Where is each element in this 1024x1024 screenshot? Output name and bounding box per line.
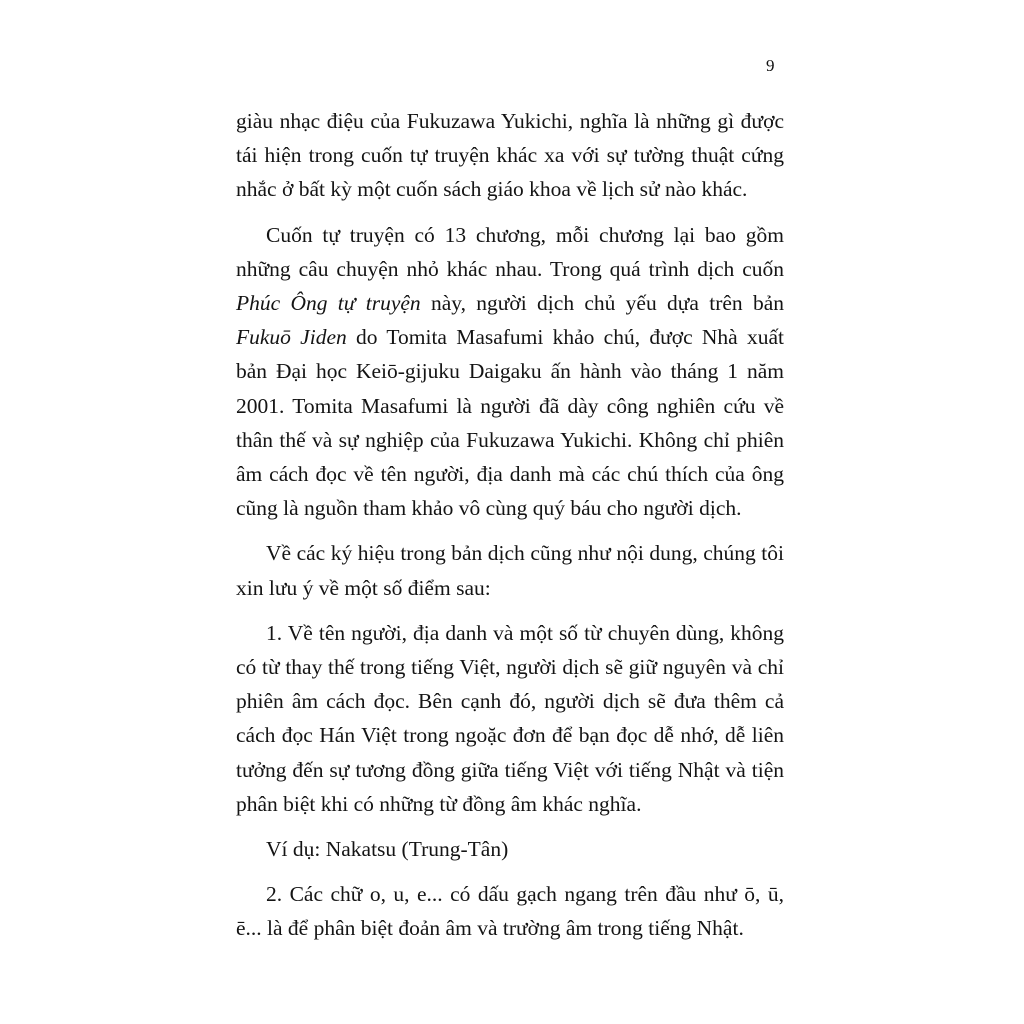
paragraph-text: Cuốn tự truyện có 13 chương, mỗi chương lại bao gồm những câu chuyện nhỏ khác nhau. Trong quá trình dịch cuốn xyxy=(236,222,784,281)
paragraph xyxy=(236,832,784,866)
paragraph-text: Ví dụ: Nakatsu (Trung-Tân) xyxy=(266,837,509,862)
paragraph xyxy=(236,877,784,945)
paragraph-text: giàu nhạc điệu của Fukuzawa Yukichi, nghĩa là những gì được tái hiện trong cuốn tự truyện khác xa với sự tường thuật cứng nhắc ở bất kỳ một cuốn sách giáo khoa về lịch sử nào khác. xyxy=(236,109,784,202)
paragraph-text: 1. Về tên người, địa danh và một số từ chuyên dùng, không có từ thay thế trong tiếng Việt, người dịch sẽ giữ nguyên và chỉ phiên âm cách đọc. Bên cạnh đó, người dịch sẽ đưa thêm cả cách đọc Hán Việt trong ngoặc đơn để bạn đọc dễ nhớ, dễ liên tưởng đến sự tương đồng giữa tiếng Việt với tiếng Nhật và tiện phân biệt khi có những từ đồng âm khác nghĩa. xyxy=(236,620,784,816)
page-number: 9 xyxy=(766,56,775,75)
page-body xyxy=(236,104,784,957)
paragraph-text: này, người dịch chủ yếu dựa trên bản xyxy=(420,291,784,316)
paragraph-text: 2. Các chữ o, u, e... có dấu gạch ngang trên đầu như ō, ū, ē... là để phân biệt đoản âm và trường âm trong tiếng Nhật. xyxy=(236,882,784,941)
paragraph-text: Về các ký hiệu trong bản dịch cũng như nội dung, chúng tôi xin lưu ý về một số điểm sau: xyxy=(236,541,784,600)
paragraph xyxy=(236,104,784,207)
book-title-italic: Phúc Ông tự truyện xyxy=(236,291,421,316)
paragraph-text: do Tomita Masafumi khảo chú, được Nhà xuất bản Đại học Keiō-gijuku Daigaku ấn hành vào tháng 1 năm 2001. Tomita Masafumi là người đã dày công nghiên cứu về thân thế và sự nghiệp của Fukuzawa Yukichi. Không chỉ phiên âm cách đọc về tên người, địa danh mà các chú thích của ông cũng là nguồn tham khảo vô cùng quý báu cho người dịch. xyxy=(236,325,784,521)
paragraph xyxy=(236,536,784,604)
book-title-italic: Fukuō Jiden xyxy=(236,325,347,350)
paragraph xyxy=(236,218,784,526)
paragraph xyxy=(236,616,784,821)
